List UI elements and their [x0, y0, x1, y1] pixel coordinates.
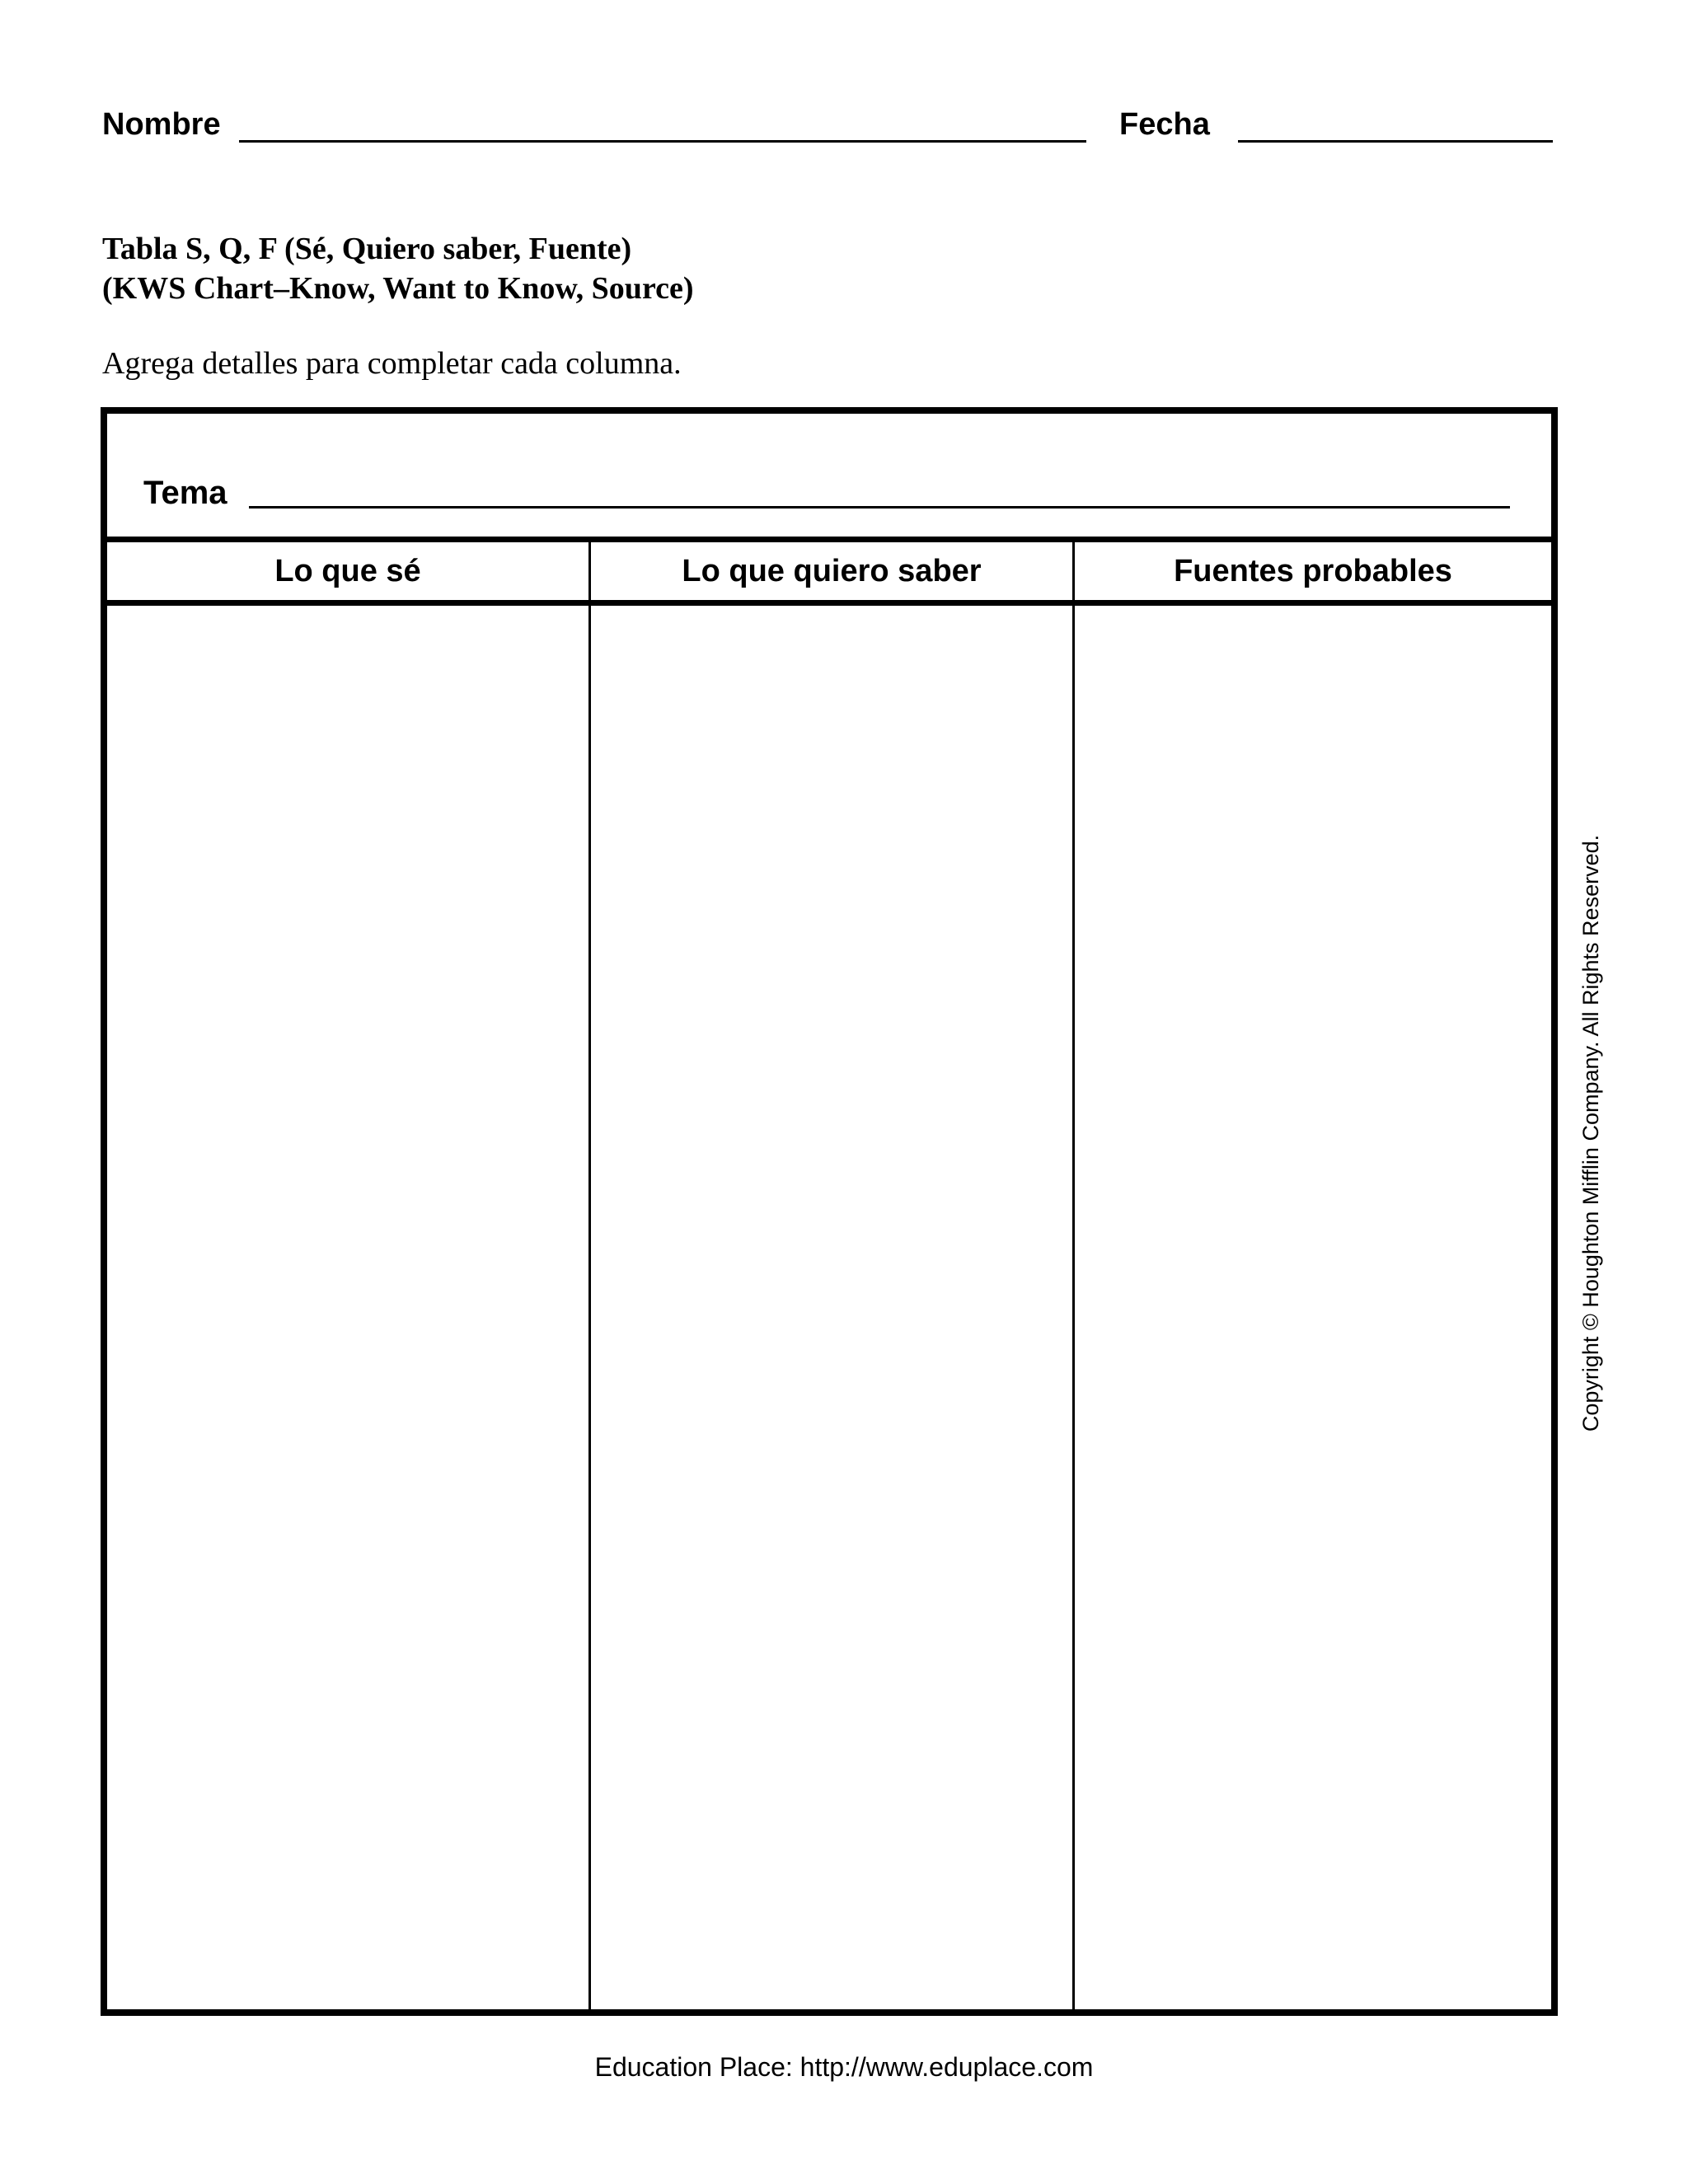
name-date-row — [102, 105, 1553, 147]
sources-column-cell[interactable] — [1075, 606, 1551, 2009]
topic-row — [107, 414, 1551, 542]
kws-chart — [101, 407, 1558, 2016]
date-label: Fecha — [1119, 107, 1210, 142]
column-header-row — [107, 542, 1551, 606]
topic-field-line[interactable] — [249, 506, 1510, 509]
page-title: Tabla S, Q, F (Sé, Quiero saber, Fuente) — [102, 232, 632, 266]
want-to-know-column-cell[interactable] — [591, 606, 1072, 2009]
column-header-know: Lo que sé — [274, 554, 421, 588]
column-header-want-to-know: Lo que quiero saber — [682, 554, 982, 588]
name-field-line[interactable] — [239, 140, 1086, 143]
name-label: Nombre — [102, 107, 221, 142]
date-field-line[interactable] — [1238, 140, 1553, 143]
copyright-notice: Copyright © Houghton Mifflin Company. All Rights Reserved. — [1578, 834, 1603, 1432]
column-header-sources: Fuentes probables — [1174, 554, 1452, 588]
topic-label: Tema — [143, 475, 227, 511]
know-column-cell[interactable] — [107, 606, 588, 2009]
instructions-text: Agrega detalles para completar cada columna. — [102, 346, 682, 381]
footer-url: Education Place: http://www.eduplace.com — [594, 2052, 1094, 2082]
page-subtitle: (KWS Chart–Know, Want to Know, Source) — [102, 271, 694, 306]
